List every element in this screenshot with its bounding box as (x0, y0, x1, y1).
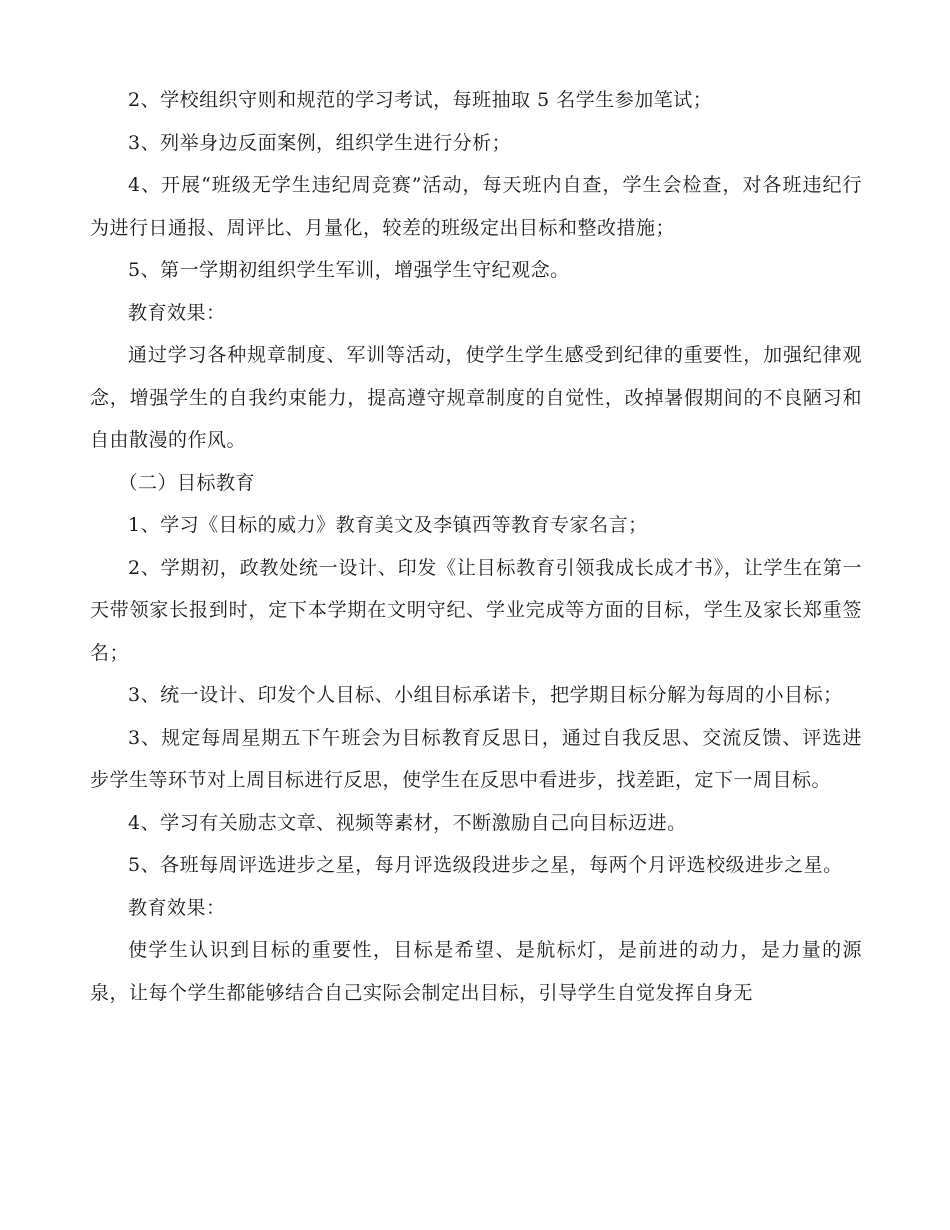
list-item-paragraph: 4、学习有关励志文章、视频等素材，不断激励自己向目标迈进。 (128, 811, 687, 834)
list-item-paragraph: 2、学期初，政教处统一设计、印发《让目标教育引领我成长成才书》，让学生在第一天带领家长报到时，定下本学期在文明守纪、学业完成等方面的目标，学生及家长郑重签名； (90, 556, 862, 664)
list-item-paragraph: 3、统一设计、印发个人目标、小组目标承诺卡，把学期目标分解为每周的小目标； (128, 684, 843, 706)
education-effect-label: 教育效果： (128, 301, 226, 324)
list-item-paragraph: 2、学校组织守则和规范的学习考试，每班抽取 5 名学生参加笔试； (128, 89, 713, 111)
list-item-paragraph: 3、列举身边反面案例，组织学生进行分析； (128, 131, 512, 154)
list-item-paragraph: 5、各班每周评选进步之星，每月评选级段进步之星，每两个月评选校级进步之星。 (128, 854, 843, 876)
list-item-paragraph: 3、规定每周星期五下午班会为目标教育反思日，通过自我反思、交流反馈、评选进步学生等环节对上周目标进行反思，使学生在反思中看进步，找差距，定下一周目标。 (90, 726, 862, 791)
list-item-paragraph: 4、开展“班级无学生违纪周竞赛”活动，每天班内自查，学生会检查，对各班违纪行为进行日通报、周评比、月量化，较差的班级定出目标和整改措施； (90, 174, 862, 239)
education-effect-label: 教育效果： (128, 896, 226, 919)
body-paragraph: 使学生认识到目标的重要性，目标是希望、是航标灯，是前进的动力，是力量的源泉，让每个学生都能够结合自己实际会制定出目标，引导学生自觉发挥自身无 (90, 939, 862, 1004)
body-paragraph: 通过学习各种规章制度、军训等活动，使学生学生感受到纪律的重要性，加强纪律观念，增强学生的自我约束能力，提高遵守规章制度的自觉性，改掉暑假期间的不良陋习和自由散漫的作风。 (90, 344, 862, 451)
section-heading: （二）目标教育 (118, 471, 256, 494)
list-item-paragraph: 5、第一学期初组织学生军训，增强学生守纪观念。 (128, 259, 570, 281)
list-item-paragraph: 1、学习《目标的威力》教育美文及李镇西等教育专家名言； (128, 514, 648, 536)
document-body (90, 79, 862, 1014)
